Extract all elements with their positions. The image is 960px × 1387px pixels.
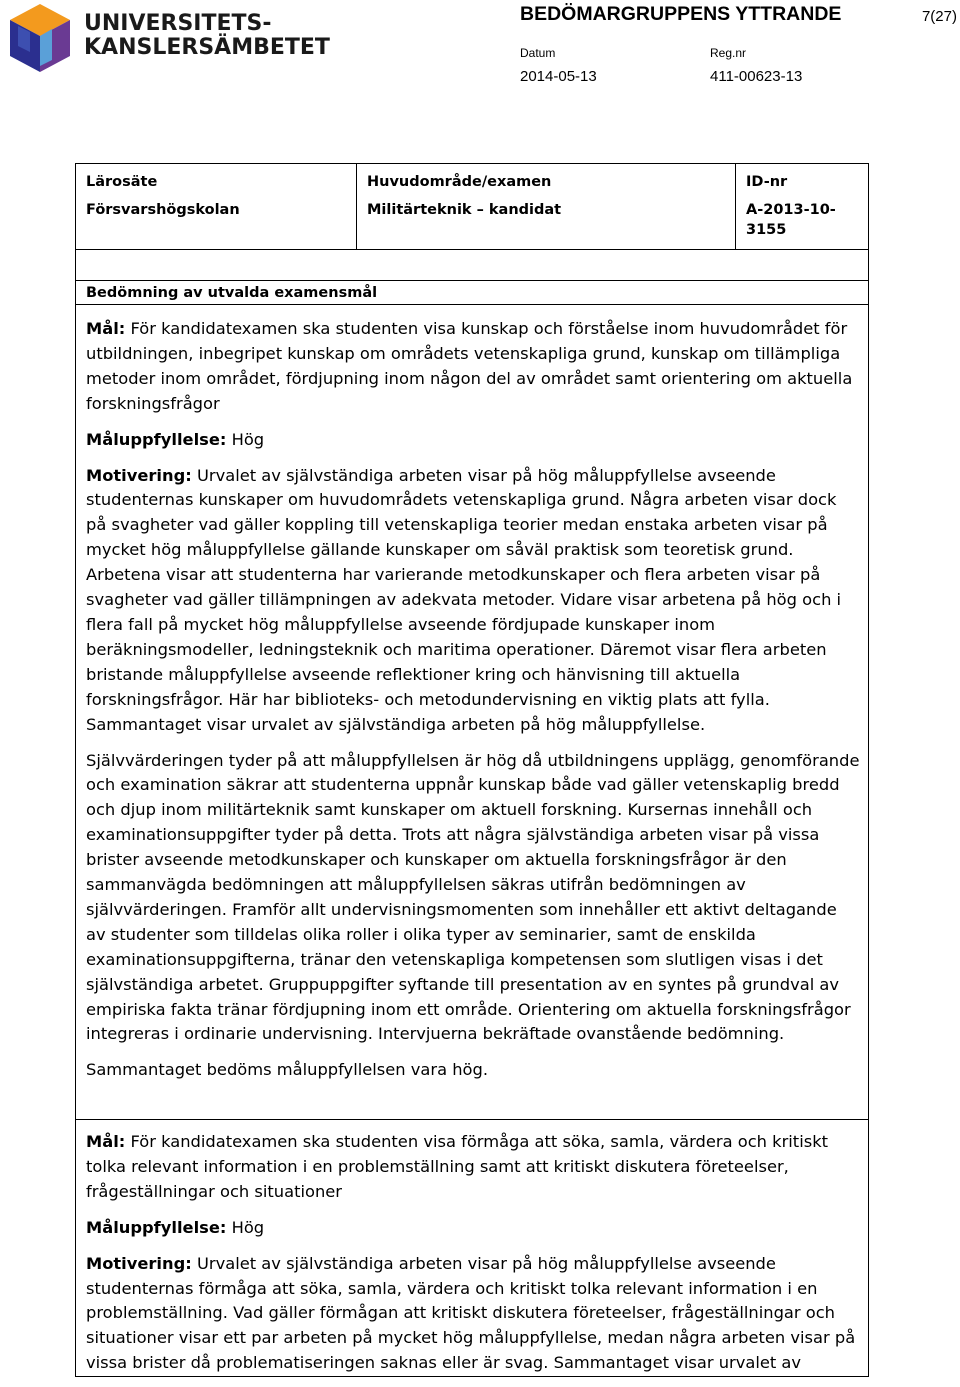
- id-value: [746, 200, 858, 240]
- agency-name: [84, 12, 330, 60]
- institution-cell: [76, 164, 357, 249]
- regnr-label: Reg.nr: [710, 46, 747, 60]
- institution-label: Lärosäte: [86, 174, 158, 190]
- goal-fulfilment: [86, 428, 860, 453]
- goal-statement: [86, 1130, 860, 1205]
- institution-value: Försvarshögskolan: [86, 202, 240, 218]
- subject-value: Militärteknik – kandidat: [367, 202, 562, 218]
- goal-divider: [76, 1119, 868, 1120]
- fulfilment-value: Hög: [231, 429, 265, 449]
- summary-text: Sammantaget bedöms måluppfyllelsen vara hög.: [86, 1060, 489, 1080]
- fulfilment-label: Måluppfyllelse:: [86, 1217, 227, 1237]
- goal-text: För kandidatexamen ska studenten visa kunskap och förståelse inom huvudområdet för utbildningen, inbegripet kunskap om områdets vetenskapliga grund, kunskap om tillämpliga metoder inom området, fördjupning inom någon del av området samt orientering om aktuella forskningsfrågor: [86, 319, 853, 413]
- agency-name-line1: UNIVERSITETS-: [84, 11, 272, 36]
- agency-logo-icon: [8, 2, 72, 74]
- goal-motivation: [86, 464, 860, 738]
- fulfilment-label: Måluppfyllelse:: [86, 429, 227, 449]
- id-value-line1: A-2013-10-: [746, 202, 836, 218]
- document-title: BEDÖMARGRUPPENS YTTRANDE: [520, 3, 842, 25]
- id-cell: [736, 164, 868, 249]
- goal-label: Mål:: [86, 319, 126, 338]
- goal-statement: [86, 317, 860, 417]
- subject-label: Huvudområde/examen: [367, 174, 552, 190]
- goal-text: För kandidatexamen ska studenten visa förmåga att söka, samla, värdera och kritiskt tolka relevant information i en problemställning samt att kritiskt diskutera företeelser, frågeställningar och situationer: [86, 1132, 829, 1201]
- motivation-label: Motivering:: [86, 1253, 192, 1273]
- motivation-text: Urvalet av självständiga arbeten visar på hög måluppfyllelse avseende studenternas kunskaper om huvudområdets vetenskapliga grund. Några arbeten visar dock på svagheter vad gäller koppling till vetenskapliga teorier medan enstaka arbeten visar på mycket hög måluppfyllelse gällande kunskaper om såväl praktisk som teoretisk grund. Arbetena visar att studenterna har varierande metodkunskaper och flera arbeten visar på svagheter vad gäller tillämpningen av adekvata metoder. Vidare visar arbetena på hög och i flera fall på mycket hög måluppfyllelse avseende fördjupade kunskaper inom beräkningsmodeller, ledningsteknik och maritima operationer. Däremot visar flera arbeten bristande måluppfyllelse avseende reflektioner kring och hänvisning till aktuella forskningsfrågor. Här har biblioteks- och metodundervisning en viktig plats att fylla. Sammantaget visar urvalet av självständiga arbeten på hög måluppfyllelse.: [86, 465, 842, 734]
- goal-block-1: [86, 317, 860, 1094]
- motivation-text: Urvalet av självständiga arbeten visar på hög måluppfyllelse avseende studenternas förmåga att söka, samla, värdera och kritiskt tolka relevant information i en problemställning. Vad gäller förmågan att kritiskt diskutera företeelser, frågeställningar och situationer visar ett par arbeten på mycket hög måluppfyllelse, medan några arbeten visar på vissa brister då problematiseringen saknas eller är svag. Sammantaget visar urvalet av: [86, 1253, 856, 1373]
- info-table-row: [76, 164, 868, 250]
- section-title: Bedömning av utvalda examensmål: [76, 280, 868, 305]
- goal-block-2: [86, 1130, 860, 1387]
- self-evaluation-text: Självvärderingen tyder på att måluppfyllelsen är hög då utbildningens upplägg, genomförande och examination säkrar att studenterna uppnår kunskap både vad gäller vetenskaplig bredd och djup inom militärteknik samt kunskaper om aktuell forskning. Kursernas innehåll och examinationsuppgifter tyder på detta. Trots att några självständiga arbeten visar på vissa brister avseende metodkunskaper och kunskaper om aktuella forskningsfrågor är den sammanvägda bedömningen att måluppfyllelsen säkras utifrån bedömningen av självvärderingen. Framför allt undervisningsmomenten som innehåller ett aktivt deltagande av studenter som tilldelas olika roller i olika typer av seminarier, samt de enskilda examinationsuppgifterna, tränar den vetenskapliga kompetensen som slutligen visas i det självständiga arbetet. Gruppuppgifter syftande till presentation av en syntes på grundval av empiriska fakta tränar fördjupning inom ett område. Orientering om aktuella forskningsfrågor integreras i ordinarie undervisning. Intervjuerna bekräftade ovanstående bedömning.: [86, 750, 860, 1044]
- regnr-value: 411-00623-13: [710, 68, 803, 85]
- id-value-line2: 3155: [746, 222, 787, 238]
- agency-name-line2: KANSLERSÄMBETET: [84, 35, 330, 60]
- goal-fulfilment: [86, 1216, 860, 1241]
- goal-label: Mål:: [86, 1132, 126, 1151]
- id-label: ID-nr: [746, 174, 788, 190]
- motivation-label: Motivering:: [86, 465, 192, 485]
- subject-cell: [357, 164, 736, 249]
- goal-motivation: [86, 1252, 860, 1377]
- assessment-table: [75, 163, 869, 1377]
- fulfilment-value: Hög: [231, 1217, 265, 1237]
- page-number: 7(27): [921, 8, 957, 25]
- date-value: 2014-05-13: [520, 68, 597, 85]
- date-label: Datum: [520, 46, 556, 60]
